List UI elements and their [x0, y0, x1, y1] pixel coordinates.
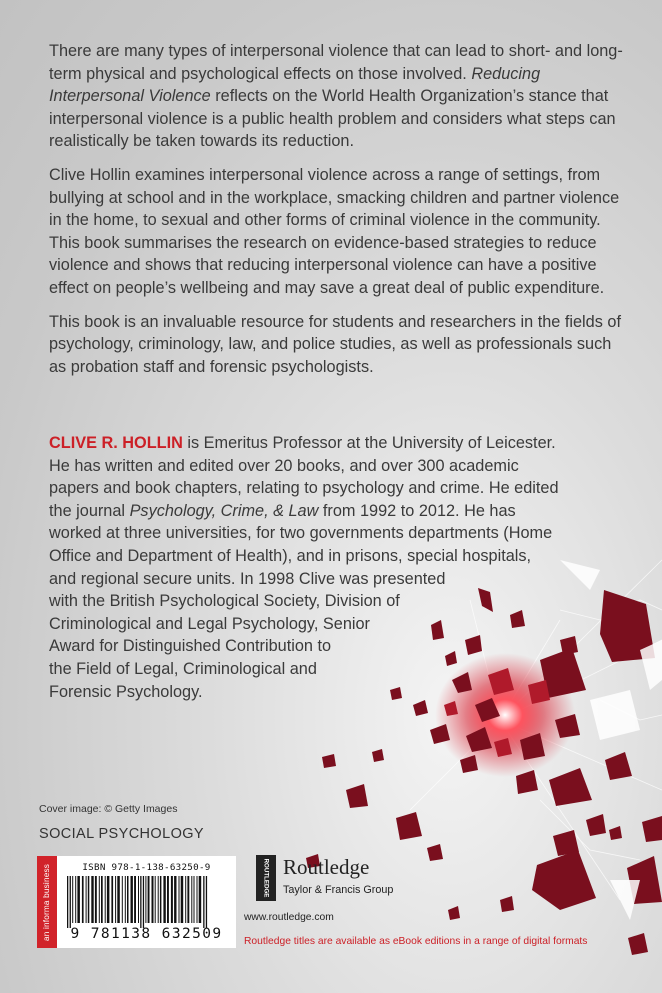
barcode-bar — [160, 876, 162, 923]
barcode-panel — [57, 856, 236, 948]
blurb-paragraph-1: There are many types of interpersonal violence that can lead to short- and long-term physical and psychological effects on those involved. Reducing Interpersonal Violence reflects on the World Health Organization’s stance that interpersonal violence is a public health problem and considers what steps can realistically be taken towards its reduction. — [49, 42, 623, 151]
book-title: Reducing Interpersonal Violence — [49, 64, 541, 106]
author-bio-line: worked at three universities, for two governments departments (Home — [49, 524, 553, 543]
barcode-bar — [117, 876, 120, 923]
author-bio-line: and regional secure units. In 1998 Clive was presented — [49, 569, 446, 588]
isbn-barcode-block — [37, 856, 236, 948]
barcode-bar — [179, 876, 180, 923]
barcode-bar — [199, 876, 202, 923]
svg-text:ROUTLEDGE: ROUTLEDGE — [262, 858, 270, 898]
barcode-bars — [65, 876, 228, 928]
author-bio-line: Forensic Psychology. — [49, 682, 203, 701]
author-name: CLIVE R. HOLLIN — [49, 434, 183, 452]
barcode-bar — [105, 876, 106, 923]
barcode-bar — [167, 876, 169, 923]
barcode-bar — [99, 876, 100, 923]
publisher-name: Routledge — [283, 855, 370, 879]
barcode-bar — [138, 876, 139, 923]
journal-title: Psychology, Crime, & Law — [129, 501, 319, 520]
author-bio-line: the journal Psychology, Crime, & Law from 1992 to 2012. He has — [49, 501, 516, 520]
book-blurb — [49, 40, 629, 389]
barcode-bar — [181, 876, 184, 923]
barcode-bar — [152, 876, 154, 923]
barcode-bar — [75, 876, 76, 923]
barcode-bar — [122, 876, 123, 923]
barcode-bar — [171, 876, 173, 923]
barcode-bar — [194, 876, 195, 923]
barcode-bar — [140, 876, 141, 928]
barcode-bar — [158, 876, 159, 923]
barcode-bar — [185, 876, 186, 923]
barcode-bar — [206, 876, 207, 928]
ean-digits: 9 781138 632509 — [70, 926, 223, 942]
publisher-website-link[interactable]: www.routledge.com — [244, 912, 334, 923]
barcode-bar — [70, 876, 71, 928]
barcode-bar — [127, 876, 129, 923]
cover-image-credit: Cover image: © Getty Images — [39, 803, 178, 815]
informa-strip-text: an informa business — [42, 863, 52, 941]
author-bio-line: papers and book chapters, relating to psychology and crime. He edited — [49, 479, 559, 498]
barcode-bar — [131, 876, 133, 923]
barcode-bar — [148, 876, 150, 923]
author-bio — [49, 432, 639, 703]
author-bio-line: CLIVE R. HOLLIN is Emeritus Professor at the University of Leicester. — [49, 434, 556, 452]
author-bio-line: He has written and edited over 20 books, and over 300 academic — [49, 456, 519, 475]
barcode-bar — [111, 876, 113, 923]
author-bio-line: Criminological and Legal Psychology, Senior — [49, 614, 370, 633]
barcode-bar — [107, 876, 110, 923]
routledge-logo-icon — [256, 855, 276, 901]
barcode-bar — [163, 876, 165, 923]
barcode-bar — [88, 876, 90, 923]
barcode-bar — [191, 876, 192, 923]
barcode-bar — [67, 876, 68, 928]
barcode-bar — [145, 876, 146, 923]
barcode-bar — [82, 876, 84, 923]
informa-business-strip — [37, 856, 57, 948]
blurb-paragraph-2: Clive Hollin examines interpersonal violence across a range of settings, from bullying at school and in the workplace, smacking children and partner violence in the home, to sexual and other forms of criminal violence in the community. This book summarises the research on evidence-based strategies to reduce violence and shows that reducing interpersonal violence can have a positive effect on people’s wellbeing and may save a great deal of public expenditure. — [49, 165, 620, 297]
blurb-paragraph-3: This book is an invaluable resource for students and researchers in the fields of psychology, criminology, law, and police studies, as well as professionals such as probation staff and forensic psychologists. — [49, 312, 621, 376]
isbn-label: ISBN 978-1-138-63250-9 — [82, 862, 211, 873]
subject-category: SOCIAL PSYCHOLOGY — [39, 826, 205, 842]
barcode-bar — [125, 876, 126, 923]
ebook-availability-note: Routledge titles are available as eBook editions in a range of digital formats — [244, 936, 588, 947]
barcode-bar — [197, 876, 198, 923]
barcode-bar — [101, 876, 103, 923]
barcode-bar — [203, 876, 204, 928]
barcode-bar — [134, 876, 136, 923]
barcode-bar — [115, 876, 116, 923]
author-bio-line: Award for Distinguished Contribution to — [49, 637, 332, 656]
author-bio-line: Office and Department of Health), and in prisons, special hospitals, — [49, 546, 532, 565]
barcode-bar — [155, 876, 156, 923]
barcode-bar — [143, 876, 144, 928]
barcode-bar — [187, 876, 189, 923]
author-bio-line: the Field of Legal, Criminological and — [49, 659, 317, 678]
barcode-bar — [86, 876, 87, 923]
barcode-bar — [91, 876, 93, 923]
barcode-bar — [77, 876, 80, 923]
barcode-bar — [95, 876, 97, 923]
publisher-group: Taylor & Francis Group — [283, 884, 394, 896]
barcode-bar — [174, 876, 176, 923]
barcode-bar — [72, 876, 73, 923]
author-bio-line: with the British Psychological Society, Division of — [49, 592, 400, 611]
